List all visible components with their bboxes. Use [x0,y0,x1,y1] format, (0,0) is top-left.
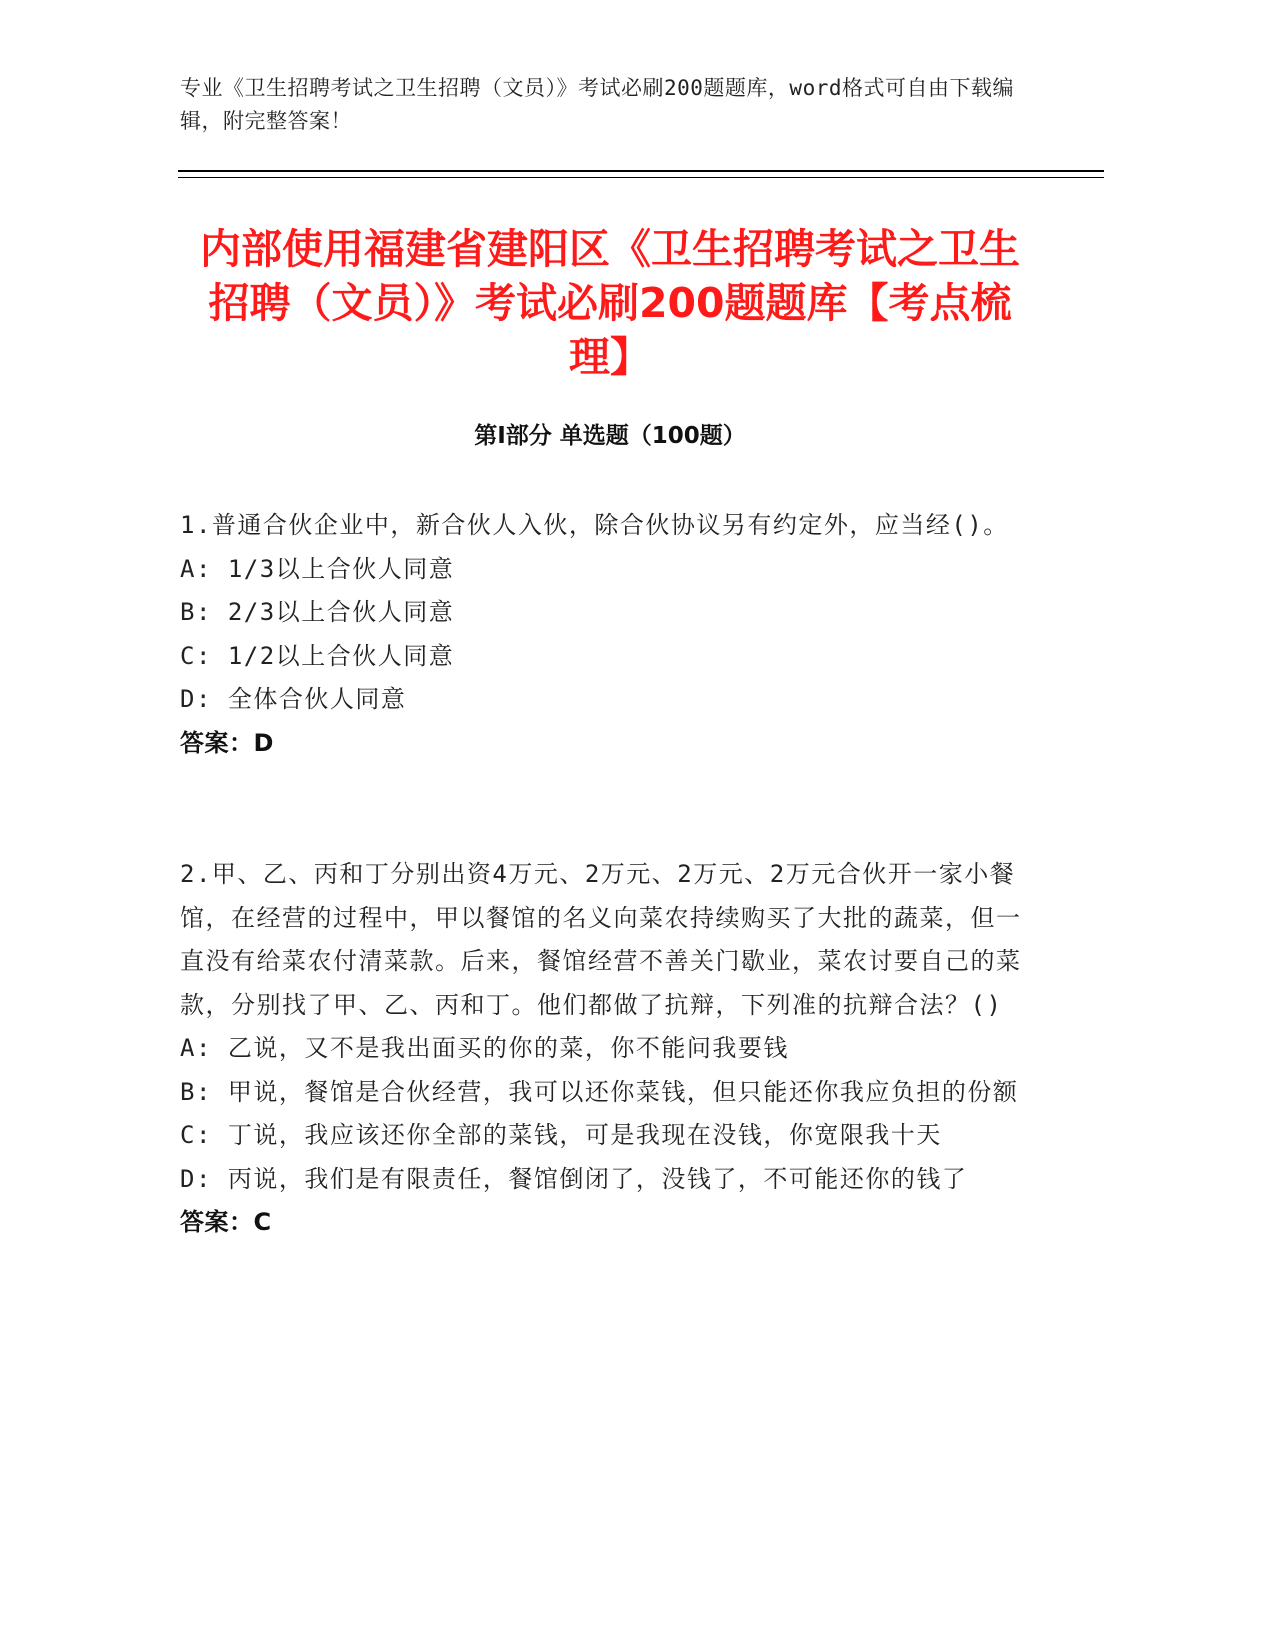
header-note: 专业《卫生招聘考试之卫生招聘（文员）》考试必刷200题题库，word格式可自由下载编辑，附完整答案！ [180,76,1014,133]
document-title: 内部使用福建省建阳区《卫生招聘考试之卫生招聘（文员）》考试必刷200题题库【考点梳理】 [200,225,1020,381]
question-2-answer: 答案：C [180,1208,272,1236]
header-rule-thick [178,170,1104,172]
question-2-option-a: A: 乙说，又不是我出面买的你的菜，你不能问我要钱 [180,1034,789,1062]
question-1-option-d: D: 全体合伙人同意 [180,685,407,713]
question-1-answer: 答案：D [180,728,274,757]
question-2-option-b: B: 甲说，餐馆是合伙经营，我可以还你菜钱，但只能还你我应负担的份额 [180,1077,1019,1106]
question-2 [180,853,1040,1245]
question-1-option-b: B: 2/3以上合伙人同意 [180,598,455,626]
question-1-option-c: C: 1/2以上合伙人同意 [180,641,455,670]
section-heading: 第I部分 单选题（100题） [474,423,746,449]
header-rule-thin [178,177,1104,178]
question-1 [180,504,1040,765]
question-1-stem: 1.普通合伙企业中，新合伙人入伙，除合伙协议另有约定外，应当经()。 [180,511,1009,539]
question-2-option-d: D: 丙说，我们是有限责任，餐馆倒闭了，没钱了，不可能还你的钱了 [180,1164,968,1193]
question-2-option-c: C: 丁说，我应该还你全部的菜钱，可是我现在没钱，你宽限我十天 [180,1121,942,1149]
question-1-option-a: A: 1/3以上合伙人同意 [180,554,455,583]
question-2-stem: 2.甲、乙、丙和丁分别出资4万元、2万元、2万元、2万元合伙开一家小餐馆，在经营的过程中，甲以餐馆的名义向菜农持续购买了大批的蔬菜，但一直没有给菜农付清菜款。后来，餐馆经营不善关门歇业，菜农讨要自己的菜款，分别找了甲、乙、丙和丁。他们都做了抗辩，下列准的抗辩合法？() [180,860,1022,1019]
